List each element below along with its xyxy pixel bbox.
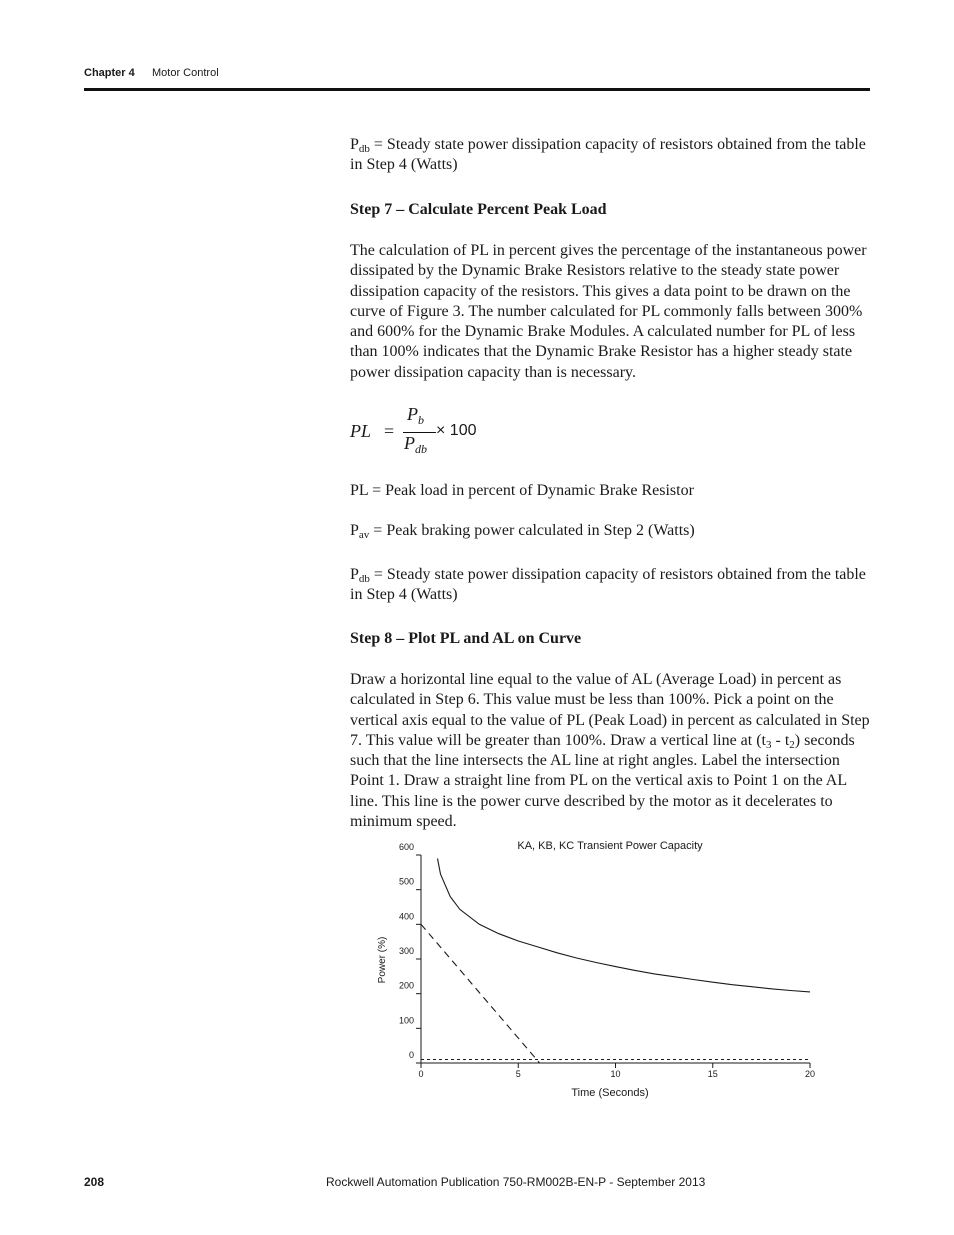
formula-denominator: $P_{db}$	[404, 433, 427, 456]
step7-heading: Step 7 – Calculate Percent Peak Load	[350, 201, 607, 218]
x-tick-label: 0	[418, 1069, 424, 1079]
chart-title: KA, KB, KC Transient Power Capacity	[517, 840, 703, 852]
pl-definition: PL = Peak load in percent of Dynamic Brake Resistor	[350, 482, 694, 499]
x-axis-label: Time (Seconds)	[571, 1087, 649, 1099]
solid-series-line	[438, 859, 811, 992]
formula-multiplier: × 100	[436, 422, 477, 439]
peak-load-formula	[350, 400, 550, 464]
step7-paragraph: The calculation of PL in percent gives the percentage of the instantaneous power dissipated by the Dynamic Brake Resistors relative to the steady state power dissipation capacity of the resistors. This gives a data point to be drawn on the curve of Figure 3. The number calculated for PL commonly falls between 300% and 600% for the Dynamic Brake Modules. A calculated number for PL of less than 100% indicates that the Dynamic Brake Resistor has a higher steady state power dissipation capacity than is necessary.	[350, 242, 867, 381]
y-tick-label: 200	[398, 980, 414, 991]
publication-footer: Rockwell Automation Publication 750-RM002B-EN-P - September 2013	[326, 1175, 706, 1189]
section-title: Motor Control	[152, 67, 219, 79]
header-rule	[84, 88, 870, 91]
step8-paragraph: Draw a horizontal line equal to the value of AL (Average Load) in percent as calculated in Step 6. This value must be less than 100%. Pick a point on the vertical axis equal to the value of PL (Peak Load) in percent as calculated in Step 7. This value will be greater than 100%. Draw a vertical line at $(t_3 - t_2)$ seconds such that the line intersects the AL line at right angles. Label the intersection Point 1. Draw a straight line from PL on the vertical axis to Point 1 on the AL line. This line is the power curve described by the motor as it decelerates to minimum speed.	[350, 671, 870, 831]
chapter-label: Chapter 4	[84, 67, 135, 79]
formula-equals: =	[384, 421, 395, 441]
y-tick-label: 0	[408, 1050, 414, 1060]
y-tick-label: 100	[398, 1015, 414, 1026]
y-tick-label: 400	[398, 911, 414, 922]
pdb-definition-2: $P_{db}$ = Steady state power dissipation capacity of resistors obtained from the table in Step 4 (Watts)	[350, 566, 866, 604]
x-tick-label: 15	[707, 1069, 718, 1079]
y-tick-label: 500	[398, 876, 414, 887]
step8-heading: Step 8 – Plot PL and AL on Curve	[350, 630, 582, 647]
y-tick-label: 300	[398, 946, 414, 956]
page-number: 208	[84, 1175, 105, 1189]
pdb-definition-1: $P_{db}$ = Steady state power dissipation capacity of resistors obtained from the table in Step 4 (Watts)	[350, 136, 866, 174]
page-header	[84, 67, 870, 91]
y-tick-label: 600	[398, 842, 414, 852]
x-tick-label: 5	[515, 1069, 521, 1079]
formula-lhs: PL	[350, 421, 372, 441]
y-axis-label: Power (%)	[377, 936, 388, 984]
chart-svg	[350, 832, 830, 1104]
x-tick-label: 10	[610, 1069, 621, 1079]
dashed-series-line	[421, 924, 540, 1063]
formula-numerator: $P_b$	[407, 404, 424, 427]
x-tick-label: 20	[804, 1069, 816, 1079]
transient-power-chart	[350, 832, 830, 1104]
pav-definition: $P_{av}$ = Peak braking power calculated in Step 2 (Watts)	[350, 522, 695, 541]
